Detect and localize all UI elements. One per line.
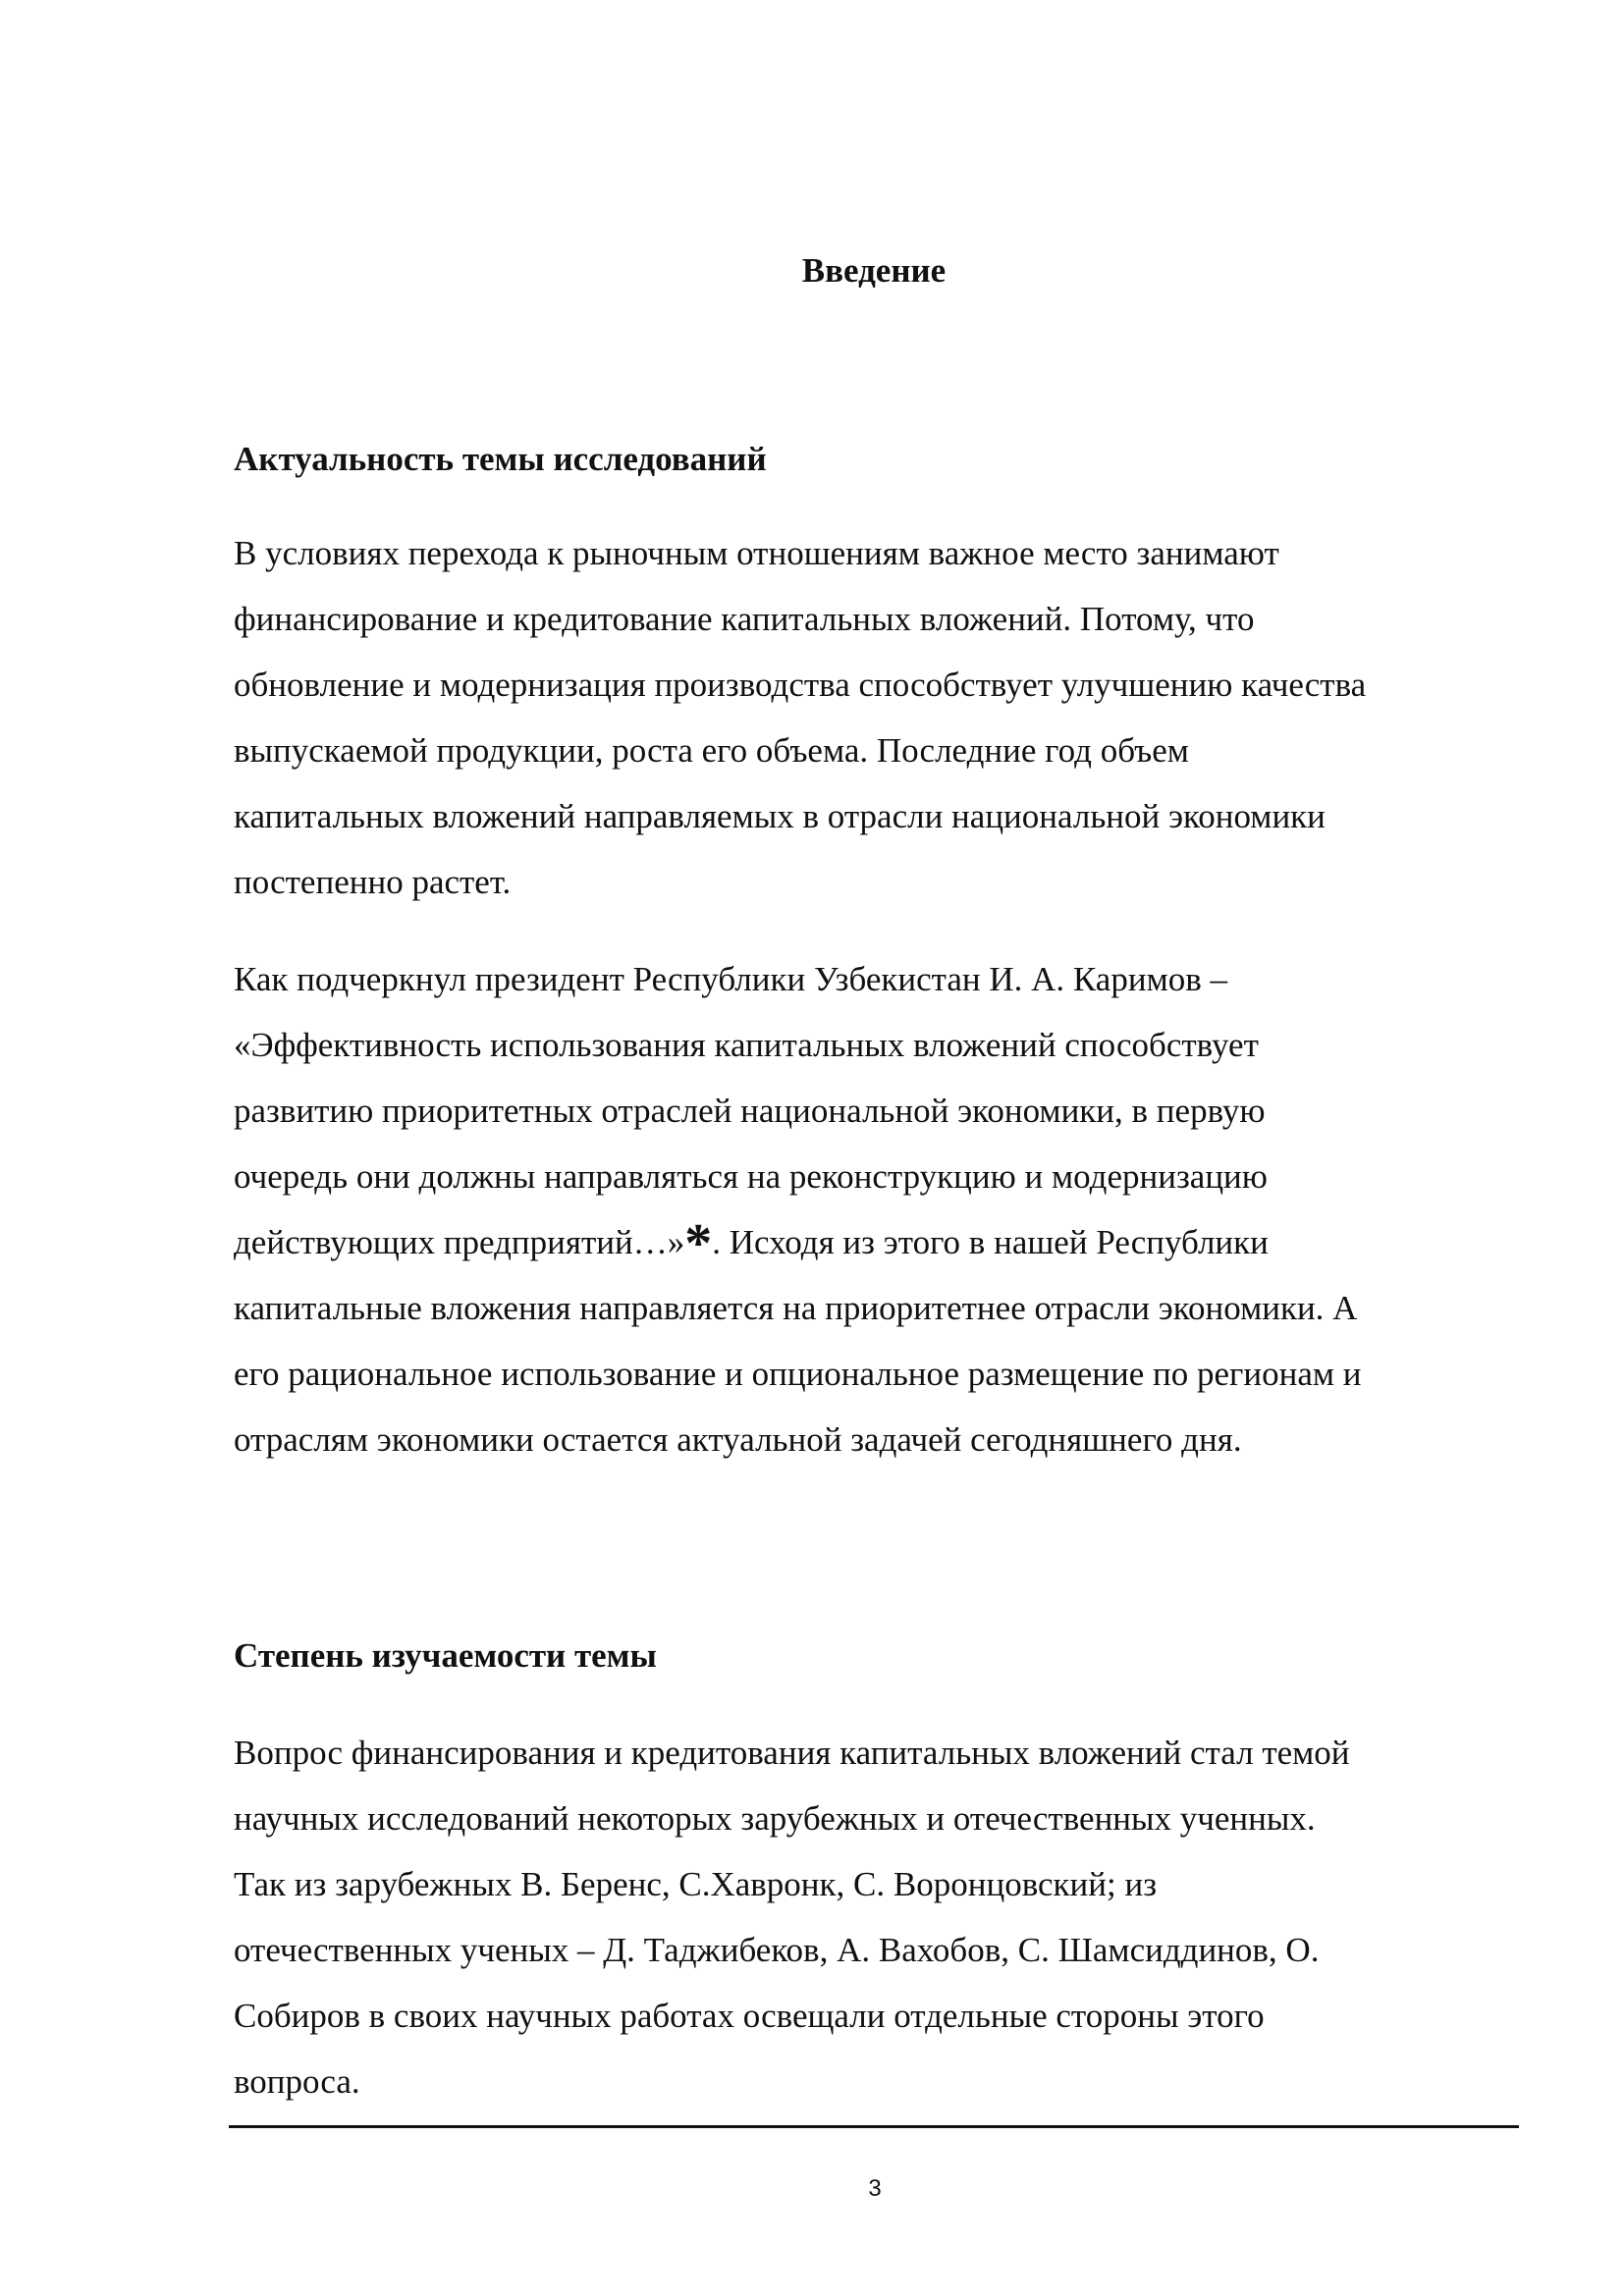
text-line: выпускаемой продукции, роста его объема. Последние год объем [234,731,1189,770]
text-line: «Эффективность использования капитальных вложений способствует [234,1026,1259,1064]
paragraph-relevance-2 [234,946,1530,1472]
text-line: капитальные вложения направляется на приоритетнее отрасли экономики. А [234,1289,1358,1327]
section-heading-relevance: Актуальность темы исследований [234,440,767,478]
text-line: Собиров в своих научных работах освещали отдельные стороны этого [234,1997,1265,2035]
text-line: Вопрос финансирования и кредитования капитальных вложений стал темой [234,1734,1350,1772]
section-heading-study-degree: Степень изучаемости темы [234,1636,657,1675]
text-line: постепенно растет. [234,863,512,901]
text-line: отраслям экономики остается актуальной задачей сегодняшнего дня. [234,1420,1242,1459]
paragraph-study-degree [234,1720,1530,2114]
page-title: Введение [801,251,947,290]
text-line: развитию приоритетных отраслей национальной экономики, в первую [234,1092,1266,1130]
text-line: научных исследований некоторых зарубежных и отечественных ученных. [234,1799,1316,1838]
text-line-with-footnote [234,1209,1530,1275]
text-line: финансирование и кредитование капитальных вложений. Потому, что [234,600,1255,638]
text-fragment: действующих предприятий…» [234,1223,685,1261]
footnote-mark[interactable]: * [684,1213,713,1274]
page-number: 3 [868,2175,882,2202]
text-line: его рациональное использование и опциональное размещение по регионам и [234,1355,1362,1393]
text-line: отечественных ученых – Д. Таджибеков, А. Вахобов, С. Шамсиддинов, О. [234,1931,1320,1969]
text-line: В условиях перехода к рыночным отношениям важное место занимают [234,534,1279,572]
text-line: обновление и модернизация производства способствует улучшению качества [234,666,1367,704]
text-fragment: . Исходя из этого в нашей Республики [712,1223,1269,1261]
footer-divider [229,2125,1519,2128]
paragraph-relevance-1 [234,520,1530,915]
text-line: Как подчеркнул президент Республики Узбекистан И. А. Каримов – [234,960,1227,998]
text-line: очередь они должны направляться на реконструкцию и модернизацию [234,1157,1268,1196]
text-line: капитальных вложений направляемых в отрасли национальной экономики [234,797,1326,835]
text-line: Так из зарубежных В. Беренс, С.Хавронк, С. Воронцовский; из [234,1865,1158,1903]
text-line: вопроса. [234,2062,360,2101]
